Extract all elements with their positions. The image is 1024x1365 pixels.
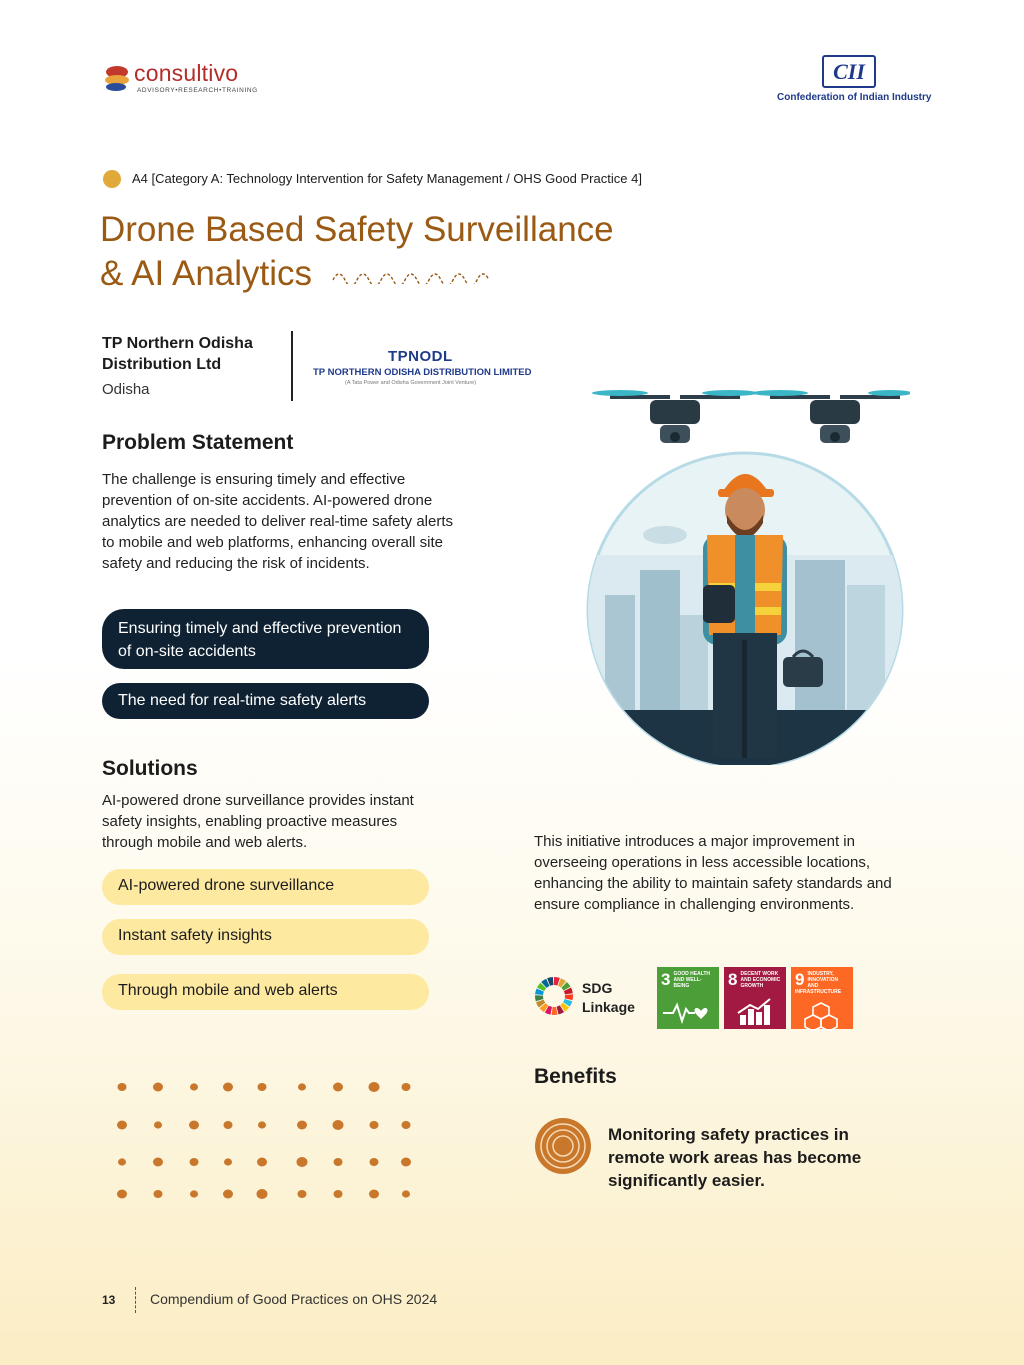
category-label: A4 [Category A: Technology Intervention for Safety Management / OHS Good Practice 4]: [132, 171, 642, 186]
benefits-text: Monitoring safety practices in remote work areas has become significantly easier.: [608, 1125, 862, 1190]
solution-highlight-pill: AI-powered drone surveillance: [102, 869, 429, 905]
dot-pattern-decoration-icon: [110, 1075, 420, 1205]
decorative-dot: [118, 1158, 126, 1165]
cubes-icon: [795, 1001, 847, 1031]
drone-right-icon: [752, 390, 910, 443]
decorative-dot: [401, 1158, 411, 1167]
decorative-dot: [190, 1083, 198, 1090]
tpnodl-logo: TPNODL: [388, 348, 453, 365]
squiggle-decoration-icon: [331, 264, 497, 284]
consultivo-wordmark: consultivo: [134, 60, 239, 86]
growth-chart-icon: [728, 997, 780, 1025]
decorative-dot: [117, 1121, 127, 1130]
problem-highlight-pill: Ensuring timely and effective prevention of on-site accidents: [102, 609, 429, 669]
decorative-dot: [402, 1121, 411, 1129]
solutions-heading: Solutions: [102, 757, 198, 780]
decorative-dot: [153, 1083, 163, 1092]
decorative-dot: [370, 1121, 379, 1129]
initiative-text: This initiative introduces a major improvement in overseeing operations in less accessible locations, enhancing the ability to maintain safety standards and ensure compliance in challenging environments.: [534, 833, 892, 913]
title-line-1: Drone Based Safety Surveillance: [100, 210, 614, 249]
consultivo-logo-icon: [102, 60, 136, 96]
tpnodl-logo-note: (A Tata Power and Odisha Government Joint Venture): [345, 380, 477, 386]
sdg-wheel-icon: [534, 976, 574, 1016]
decorative-dot: [189, 1121, 199, 1130]
decorative-dot: [257, 1158, 267, 1167]
sdg-goal-9-tile: 9 INDUSTRY, INNOVATION AND INFRASTRUCTURE: [791, 967, 853, 1029]
decorative-dot: [224, 1158, 232, 1165]
solution-highlight-pill: Instant safety insights: [102, 919, 429, 955]
organization-divider: [291, 331, 293, 401]
decorative-dot: [258, 1121, 266, 1128]
problem-highlight-pill: The need for real-time safety alerts: [102, 683, 429, 719]
decorative-dot: [334, 1190, 343, 1198]
benefit-target-icon: [534, 1117, 592, 1175]
decorative-dot: [154, 1121, 162, 1128]
decorative-dot: [402, 1190, 410, 1197]
drone-left-icon: [592, 390, 758, 443]
footer-title: Compendium of Good Practices on OHS 2024: [150, 1291, 438, 1307]
page-number: 13: [102, 1293, 116, 1307]
decorative-dot: [333, 1120, 344, 1130]
decorative-dot: [297, 1121, 307, 1130]
decorative-dot: [190, 1190, 198, 1197]
drone-worker-illustration: [585, 385, 910, 765]
sdg-wheel-segment: [552, 1007, 558, 1015]
decorative-dot: [223, 1190, 233, 1199]
decorative-dot: [153, 1158, 163, 1167]
organization-name: TP Northern Odisha Distribution Ltd: [102, 335, 253, 373]
sdg-wheel-segment: [565, 994, 573, 1000]
decorative-dot: [298, 1190, 307, 1198]
decorative-dot: [402, 1083, 411, 1091]
footer-divider: [135, 1287, 136, 1313]
sdg-goal-3-tile: 3 GOOD HEALTH AND WELL-BEING: [657, 967, 719, 1029]
solutions-text: AI-powered drone surveillance provides instant safety insights, enabling proactive measures through mobile and web alerts.: [102, 792, 414, 851]
cii-caption: Confederation of Indian Industry: [777, 92, 932, 103]
decorative-dot: [370, 1158, 379, 1166]
decorative-dot: [118, 1083, 127, 1091]
decorative-dot: [369, 1190, 379, 1199]
decorative-dot: [333, 1083, 343, 1092]
decorative-dot: [224, 1121, 233, 1129]
decorative-dot: [257, 1189, 268, 1199]
decorative-dot: [258, 1083, 267, 1091]
decorative-dot: [297, 1157, 308, 1167]
heartbeat-icon: [661, 999, 713, 1025]
decorative-dot: [190, 1158, 199, 1166]
sdg-label: SDG Linkage: [582, 980, 635, 1015]
organization-state: Odisha: [102, 381, 150, 398]
solution-highlight-pill: Through mobile and web alerts: [102, 974, 429, 1010]
decorative-dot: [298, 1083, 306, 1090]
sdg-goal-8-tile: 8 DECENT WORK AND ECONOMIC GROWTH: [724, 967, 786, 1029]
decorative-dot: [223, 1083, 233, 1092]
decorative-dot: [369, 1082, 380, 1092]
category-bullet-icon: [103, 170, 121, 188]
tpnodl-logo-subtitle: TP NORTHERN ODISHA DISTRIBUTION LIMITED: [313, 367, 532, 378]
decorative-dot: [117, 1190, 127, 1199]
benefits-heading: Benefits: [534, 1065, 617, 1088]
title-line-2: & AI Analytics: [100, 254, 313, 293]
problem-statement-text: The challenge is ensuring timely and effective prevention of on-site accidents. AI-powered drone analytics are needed to deliver real-time safety alerts to mobile and web platforms, enhancing overall site safety and reducing the risk of incidents.: [102, 471, 454, 572]
decorative-dot: [154, 1190, 163, 1198]
decorative-dot: [334, 1158, 343, 1166]
problem-statement-heading: Problem Statement: [102, 431, 294, 454]
cii-logo: CII: [822, 55, 876, 88]
consultivo-tagline: ADVISORY•RESEARCH•TRAINING: [137, 87, 258, 94]
